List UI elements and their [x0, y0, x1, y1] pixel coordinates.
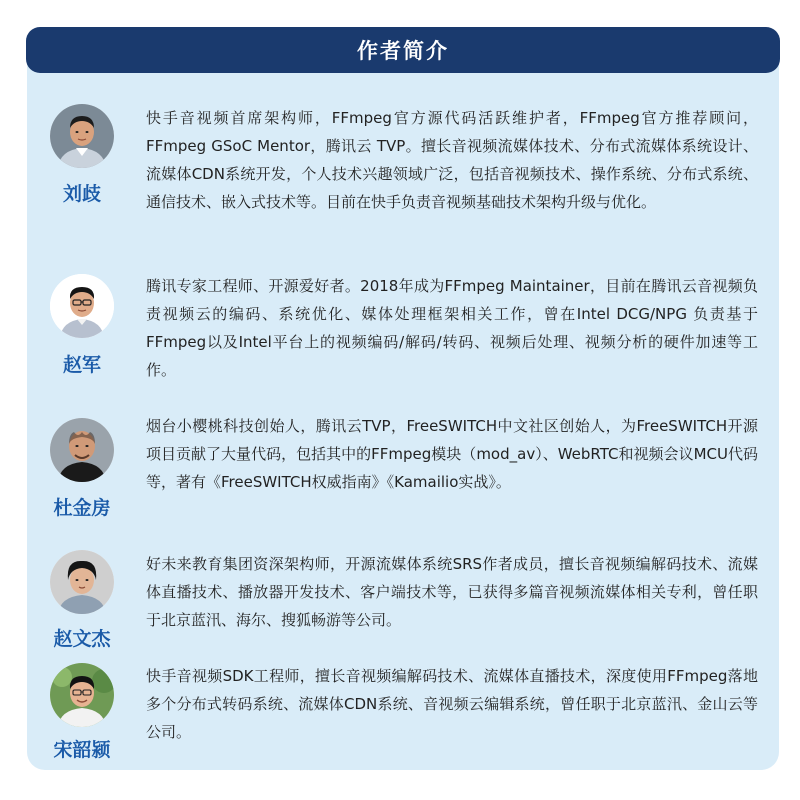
author-name: 赵文杰	[53, 628, 111, 650]
author-bio: 快手音视频SDK工程师，擅长音视频编解码技术、流媒体直播技术，深度使用FFmpeg落地多个分布式转码系统、流媒体CDN系统、音视频云编辑系统，曾任职于北京蓝汛、金山云等公司。	[146, 667, 758, 741]
author-bio: 腾讯专家工程师、开源爱好者。2018年成为FFmpeg Maintainer，目前在腾讯云音视频负责视频云的编码、系统优化、媒体处理框架相关工作，曾在Intel DCG/NPG 负责基于FFmpeg以及Intel平台上的视频编码/解码/转码、视频后处理、视频分析的硬件加速等工作。	[146, 277, 758, 379]
author-name: 宋韶颍	[53, 739, 111, 761]
author-avatar	[50, 663, 114, 727]
author-name: 刘歧	[62, 183, 101, 205]
section-header	[26, 27, 780, 73]
section-title: 作者简介	[357, 39, 449, 63]
author-avatar	[50, 274, 114, 338]
author-avatar	[50, 104, 114, 168]
author-name: 赵军	[62, 354, 101, 376]
author-bio: 烟台小樱桃科技创始人，腾讯云TVP，FreeSWITCH中文社区创始人，为FreeSWITCH开源项目贡献了大量代码，包括其中的FFmpeg模块（mod_av）、WebRTC和视频会议MCU代码等，著有《FreeSWITCH权威指南》《Kamailio实战》。	[146, 417, 758, 491]
author-bio: 快手音视频首席架构师，FFmpeg官方源代码活跃维护者，FFmpeg官方推荐顾问，FFmpeg GSoC Mentor，腾讯云 TVP。擅长音视频流媒体技术、分布式流媒体系统设计、流媒体CDN系统开发，个人技术兴趣领域广泛，包括音视频技术、操作系统、分布式系统、通信技术、嵌入式技术等。目前在快手负责音视频基础技术架构升级与优化。	[146, 109, 758, 211]
author-name: 杜金房	[53, 497, 111, 519]
author-avatar	[50, 550, 114, 614]
author-avatar	[50, 418, 114, 482]
author-bio: 好未来教育集团资深架构师，开源流媒体系统SRS作者成员，擅长音视频编解码技术、流媒体直播技术、播放器开发技术、客户端技术等，已获得多篇音视频流媒体相关专利，曾任职于北京蓝汛、海尔、搜狐畅游等公司。	[146, 555, 758, 629]
